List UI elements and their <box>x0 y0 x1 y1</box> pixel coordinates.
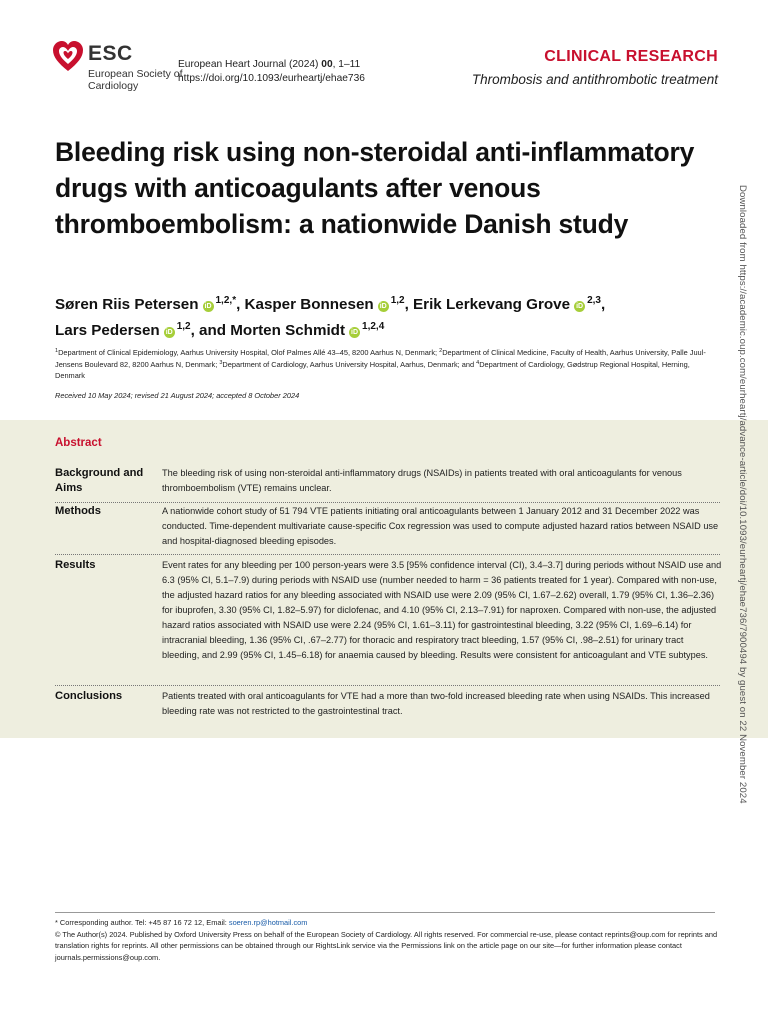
author-name: Søren Riis Petersen <box>55 296 199 313</box>
affiliation-2: Department of Clinical Medicine, Faculty of Health, Aarhus University, Palle Juul-Jensens Boulevard 82, 8200 Aarhus N, Denmark; <box>55 348 706 369</box>
abstract-label: Conclusions <box>55 690 123 702</box>
author-separator: , <box>236 296 245 313</box>
author-name: Lars Pedersen <box>55 322 160 339</box>
author-list <box>55 290 725 342</box>
orcid-icon[interactable]: iD <box>379 303 387 310</box>
author-affiliation-sup: 1,2 <box>390 295 405 306</box>
article-title: Bleeding risk using non-steroidal anti-inflammatory drugs with anticoagulants after venous thromboembolism: a nationwide Danish study <box>55 137 695 239</box>
author-separator: , and <box>190 322 231 339</box>
author-name: Kasper Bonnesen <box>244 296 374 313</box>
author-affiliation-sup: 1,2, <box>215 295 233 306</box>
logo-wordmark: ESC <box>88 42 133 65</box>
abstract-section-results <box>55 558 720 686</box>
download-watermark-text: Downloaded from https://academic.oup.com/eurheartj/advance-article/doi/10.1093/eurheartj/ehae736/7900494 by guest on 22 November 2024 <box>737 185 748 804</box>
email-link[interactable]: soeren.rp@hotmail.com <box>228 918 308 927</box>
abstract-label: Background and Aims <box>55 467 144 494</box>
affiliation-3: Department of Cardiology, Aarhus University Hospital, Aarhus, Denmark; and <box>222 360 477 369</box>
abstract-heading: Abstract <box>55 437 102 449</box>
author-separator: , <box>404 296 414 313</box>
section-topic: Thrombosis and antithrombotic treatment <box>471 72 718 87</box>
abstract-text: Event rates for any bleeding per 100 person-years were 3.5 [95% confidence interval (CI), 3.4–3.7] during periods without NSAID use and 6.3 (95% CI, 5.1–7.9) during periods with NSAID use (number needed to harm = 36 patients treated for 1 year). Compared with non-use, the adjusted hazard ratios for any bleeding associated with NSAID use were 2.09 (95% CI, 1.67–2.62) overall, 1.79 (95% CI, 1.36–2.36) for ibuprofen, 3.30 (95% CI, 1.82–5.97) for diclofenac, and 4.10 (95% CI, 2.13–7.91) for naproxen. Compared with non-use, the adjusted hazard ratios associated with NSAID use were 2.24 (95% CI, 1.61–3.11) for gastrointestinal bleeding, 3.22 (95% CI, 1.69–6.14) for intracranial bleeding, 1.36 (95% CI, .67–2.77) for thoracic and respiratory tract bleeding, 1.57 (95% CI, .98–2.51) for urinary tract bleeding, and 2.99 (95% CI, 1.45–6.18) for anaemia caused by bleeding. Results were consistent for anticoagulant and VTE subtypes. <box>162 560 722 660</box>
journal-name: European Heart Journal (2024) <box>178 59 322 70</box>
journal-citation <box>178 58 365 86</box>
corresponding-star: * <box>232 295 237 306</box>
footer-divider <box>55 912 715 913</box>
author-affiliation-sup: 1,2,4 <box>362 321 385 332</box>
section-label: CLINICAL RESEARCH <box>544 48 718 65</box>
doi-link[interactable]: https://doi.org/10.1093/eurheartj/ehae736 <box>178 73 365 84</box>
orcid-icon[interactable]: iD <box>351 329 359 336</box>
copyright-note: © The Author(s) 2024. Published by Oxford University Press on behalf of the European Society of Cardiology. All rights reserved. For commercial re-use, please contact reprints@oup.com for reprints and translation rights for reprints. All other permissions can be obtained through our RightsLink service via the Permissions link on the article page on our site—for further information please contact journals.permissions@oup.com. <box>55 929 718 962</box>
journal-issue: 00 <box>321 59 333 70</box>
orcid-icon[interactable]: iD <box>576 303 584 310</box>
affiliation-1: Department of Clinical Epidemiology, Aarhus University Hospital, Olof Palmes Allé 43–45, 8200 Aarhus N, Denmark; <box>58 348 440 357</box>
abstract-section-methods <box>55 504 720 555</box>
author-affiliation-sup: 1,2 <box>176 321 191 332</box>
abstract-text: A nationwide cohort study of 51 794 VTE patients initiating oral anticoagulants between 1 January 2012 and 31 December 2022 was conducted. Time-dependent multivariate cause-specific Cox regression was used to compute adjusted hazard ratios between NSAID use and hospital-diagnosed bleeding episodes. <box>162 506 719 546</box>
orcid-icon[interactable]: iD <box>165 329 173 336</box>
logo-subtitle: European Society of Cardiology <box>88 68 183 92</box>
author-affiliation-sup: 2,3 <box>587 295 601 306</box>
journal-pages: , 1–11 <box>332 59 361 70</box>
abstract-label: Results <box>55 559 96 571</box>
author-separator: , <box>600 296 606 313</box>
abstract-section-background <box>55 466 720 503</box>
affiliations: $^1$Department of Clinical Epidemiology, Aarhus University Hospital, Olof Palmes Allé 43–45, 8200 Aarhus N, Denmark; $^2$Department of Clinical Medicine, Faculty of Health, Aarhus University, Palle Juul-Jensens Boulevard 82, 8200 Aarhus N, Denmark; $^3$Department of Cardiology, Aarhus University Hospital, Aarhus, Denmark; and $^4$Department of Cardiology, Gødstrup Regional Hospital, Herning, Denmark <box>55 348 706 380</box>
affiliation-4: Department of Cardiology, Gødstrup Regional Hospital, Herning, Denmark <box>55 360 690 380</box>
orcid-icon[interactable]: iD <box>204 303 212 310</box>
footnotes <box>55 917 720 963</box>
corresponding-author-text: * Corresponding author. Tel: +45 87 16 72 12, Email: <box>55 918 229 927</box>
abstract-text: The bleeding risk of using non-steroidal anti-inflammatory drugs (NSAIDs) in patients treated with oral anticoagulants for venous thromboembolism (VTE) remains unclear. <box>162 468 682 493</box>
journal-line <box>178 58 365 72</box>
heart-logo-icon <box>52 40 84 74</box>
author-name: Morten Schmidt <box>230 322 346 339</box>
abstract-text: Patients treated with oral anticoagulants for VTE had a more than two-fold increased bleeding rate when using NSAIDs. This increased bleeding rate was not restricted to the gastrointestinal tract. <box>162 691 710 716</box>
author-name: Erik Lerkevang Grove <box>413 296 571 313</box>
download-watermark <box>734 185 748 845</box>
abstract-section-conclusions <box>55 689 720 725</box>
abstract-label: Methods <box>55 505 101 517</box>
received-dates: Received 10 May 2024; revised 21 August 2024; accepted 8 October 2024 <box>55 391 300 400</box>
esc-logo <box>52 40 182 96</box>
corresponding-author-note <box>55 917 720 929</box>
